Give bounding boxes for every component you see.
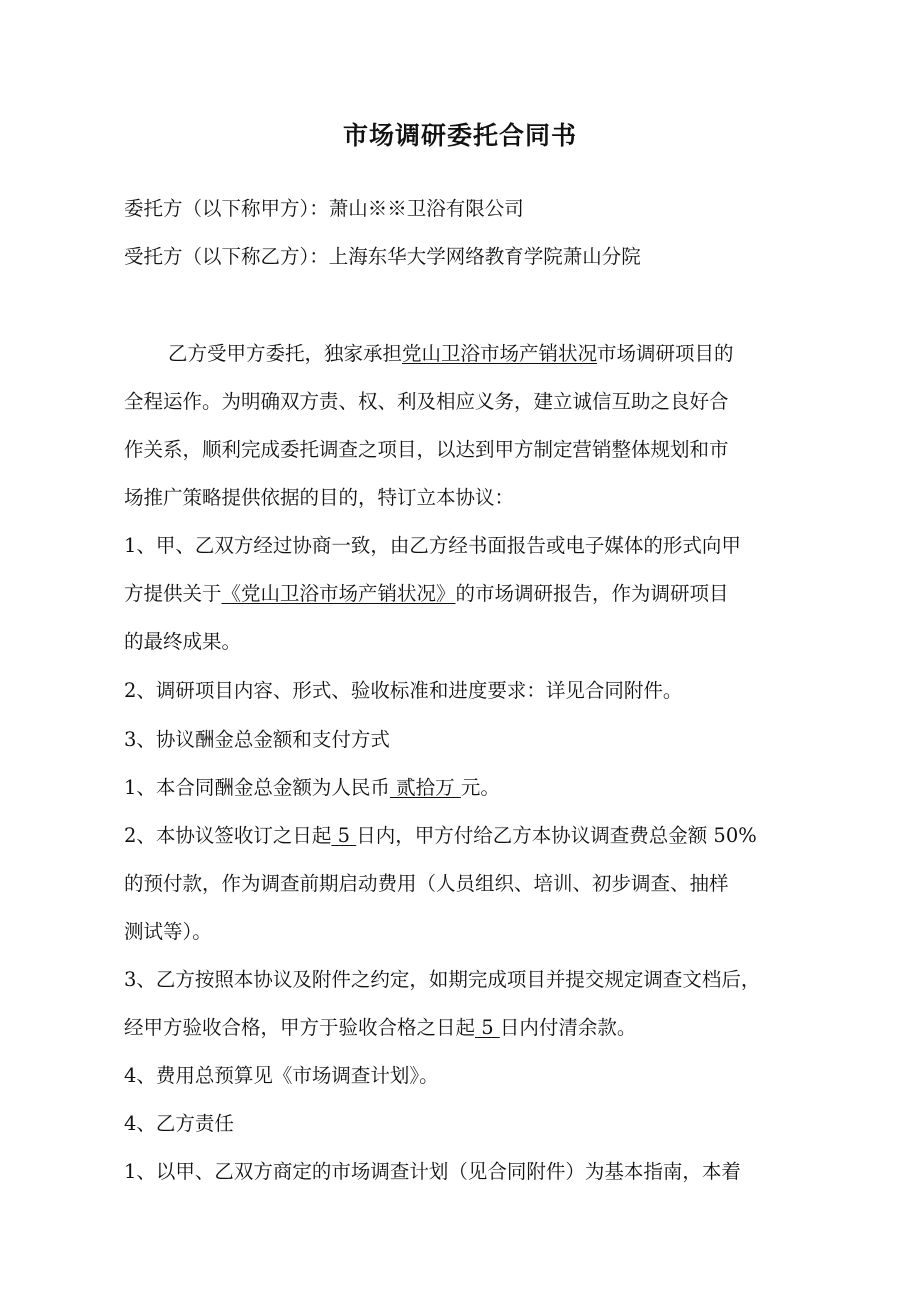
contractor-party-line: 受托方（以下称乙方）：上海东华大学网络教育学院萧山分院	[124, 245, 641, 268]
preamble-line-4: 场推广策略提供依据的目的，特订立本协议：	[124, 486, 515, 509]
preamble-line-3: 作关系，顺利完成委托调查之项目，以达到甲方制定营销整体规划和市	[124, 438, 729, 461]
amount-underlined: 贰拾万	[389, 776, 461, 799]
clause-3-item-1	[124, 773, 500, 803]
clause-3-item-3-line-1: 3、乙方按照本协议及附件之约定，如期完成项目并提交规定调查文档后，	[124, 968, 761, 991]
preamble-line-2: 全程运作。为明确双方责、权、利及相应义务，建立诚信互助之良好合	[124, 390, 729, 413]
clause-3-item-4: 4、费用总预算见《市场调查计划》。	[124, 1064, 439, 1087]
preamble-text: 市场调研项目的	[597, 342, 734, 365]
clause-text: 日内付清余款。	[499, 1016, 637, 1039]
days-underlined: 5	[331, 824, 357, 847]
project-name-underlined: 党山卫浴市场产销状况	[402, 342, 598, 365]
clause-4-heading: 4、乙方责任	[124, 1112, 234, 1135]
clause-3-item-3-line-2	[124, 1013, 636, 1043]
clause-3-item-2-line-1	[124, 821, 757, 851]
clause-3-heading: 3、协议酬金总金额和支付方式	[124, 728, 390, 751]
clause-1-line-2	[124, 579, 729, 609]
clause-2: 2、调研项目内容、形式、验收标准和进度要求：详见合同附件。	[124, 679, 683, 702]
preamble-line-1	[168, 339, 734, 369]
clause-text: 1、本合同酬金总金额为人民币	[124, 776, 390, 799]
clause-text: 方提供关于	[124, 582, 222, 605]
clause-text: 经甲方验收合格，甲方于验收合格之日起	[124, 1016, 476, 1039]
clause-3-item-2-line-3: 测试等）。	[124, 920, 212, 943]
clause-1-line-3: 的最终成果。	[124, 630, 242, 653]
clause-4-item-1: 1、以甲、乙双方商定的市场调查计划（见合同附件）为基本指南，本着	[124, 1160, 741, 1183]
document-title: 市场调研委托合同书	[342, 121, 577, 150]
days-underlined: 5	[475, 1016, 500, 1039]
clause-text: 日内，甲方付给乙方本协议调查费总金额 50%	[356, 824, 757, 847]
clause-1-line-1: 1、甲、乙双方经过协商一致，由乙方经书面报告或电子媒体的形式向甲	[124, 534, 741, 557]
clause-text: 的市场调研报告，作为调研项目	[455, 582, 729, 605]
preamble-text: 乙方受甲方委托，独家承担	[168, 342, 403, 365]
clause-3-item-2-line-2: 的预付款，作为调查前期启动费用（人员组织、培训、初步调查、抽样	[124, 872, 729, 895]
clause-text: 元。	[460, 776, 500, 799]
clause-text: 2、本协议签收订之日起	[124, 824, 332, 847]
client-party-line: 委托方（以下称甲方）：萧山※※卫浴有限公司	[124, 197, 524, 220]
report-title-underlined: 《党山卫浴市场产销状况》	[221, 582, 456, 605]
